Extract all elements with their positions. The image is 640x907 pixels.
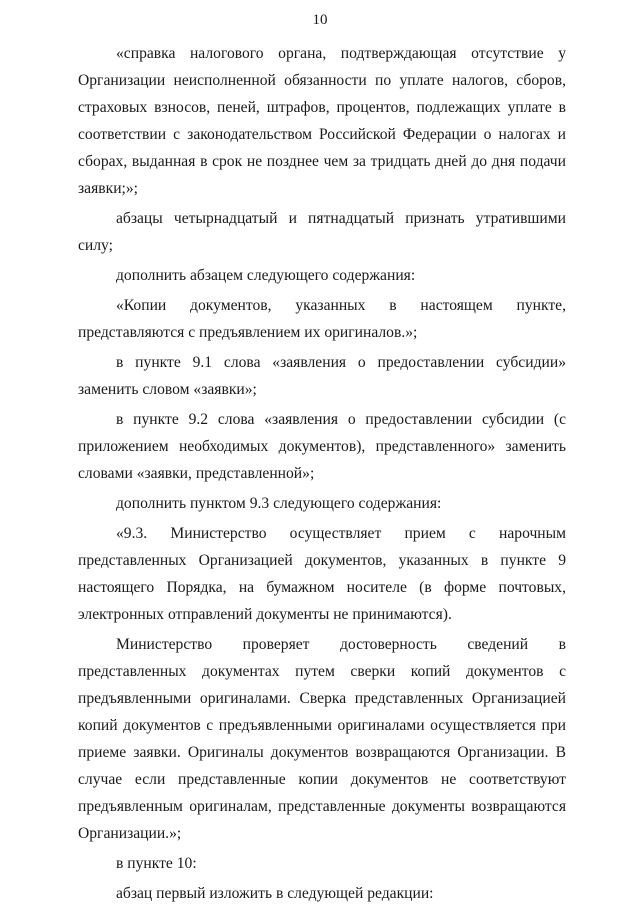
page-number: 10 — [312, 12, 328, 28]
paragraph-add-clause: дополнить абзацем следующего содержания: — [116, 267, 416, 284]
paragraph-copies-originals: «Копии документов, указанных в настоящем пункте, представляются с предъявлением их оригиналов.»; — [78, 297, 566, 341]
paragraph-first-clause: абзац первый изложить в следующей редакции: — [116, 885, 434, 902]
paragraph-verification: Министерство проверяет достоверность сведений в представленных документах путем сверки копий документов с предъявленными оригиналами. Сверка представленных Организацией копий документов с предъявленными оригиналами осуществляется при приеме заявки. Оригиналы документов возвращаются Организации. В случае если представленные копии документов не соответствуют предъявленным оригиналам, представленные документы возвращаются Организации.»; — [78, 636, 566, 842]
paragraph-item-10: в пункте 10: — [116, 855, 197, 872]
paragraph-item-9-1: в пункте 9.1 слова «заявления о предоставлении субсидии» заменить словом «заявки»; — [78, 354, 566, 398]
document-body — [78, 40, 566, 907]
paragraph-invalidate-clauses: абзацы четырнадцатый и пятнадцатый признать утратившими силу; — [78, 210, 566, 254]
paragraph-item-9-3: «9.3. Министерство осуществляет прием с нарочным представленных Организацией документов, указанных в пункте 9 настоящего Порядка, на бумажном носителе (в форме почтовых, электронных отправлений документы не принимаются). — [78, 525, 566, 623]
paragraph-add-item-9-3: дополнить пунктом 9.3 следующего содержания: — [116, 495, 442, 512]
paragraph-item-9-2: в пункте 9.2 слова «заявления о предоставлении субсидии (с приложением необходимых документов), представленного» заменить словами «заявки, представленной»; — [78, 411, 566, 482]
paragraph-tax-certificate: «справка налогового органа, подтверждающая отсутствие у Организации неисполненной обязанности по уплате налогов, сборов, страховых взносов, пеней, штрафов, процентов, подлежащих уплате в соответствии с законодательством Российской Федерации о налогах и сборах, выданная в срок не позднее чем за тридцать дней до дня подачи заявки;»; — [78, 45, 566, 197]
